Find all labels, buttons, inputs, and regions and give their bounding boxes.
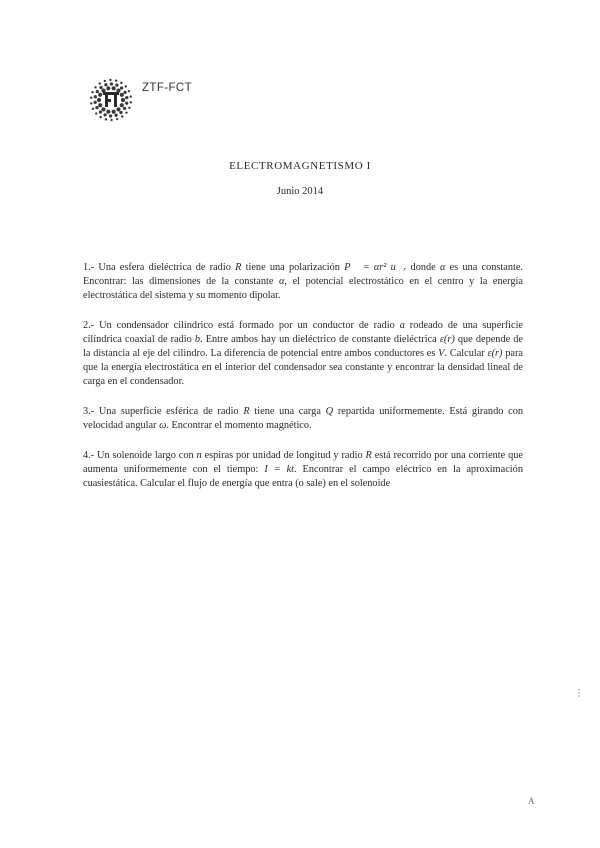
exam-date: Junio 2014 [276,186,324,197]
logo-text: ZTF-FCT [142,82,193,94]
ztf-fct-logo [86,70,192,132]
university-emblem-icon [86,70,136,132]
problem-1: 1.- Una esfera dieléctrica de radio R tiene una polarización P⃗ = αr² u⃗ᵣ donde α es una constante. Encontrar: las dimensiones de la constante α, el potencial electrostático en el centro y la energía electrostática del sistema y su momento dipolar. [83,262,523,301]
problem-list [83,261,523,507]
problem-4: 4.- Un solenoide largo con n espiras por unidad de longitud y radio R está recorrido por una corriente que aumenta uniformemente con el tiempo: I = kt. Encontrar el campo eléctrico en la aproximación cuasiestática. Calcular el flujo de energía que entra (o sale) en el solenoide [83,450,523,489]
margin-dots [577,688,581,698]
margin-mark: A [528,796,535,806]
problem-3: 3.- Una superficie esférica de radio R tiene una carga Q repartida uniformemente. Está girando con velocidad angular ω. Encontrar el momento magnético. [83,406,523,431]
problem-2: 2.- Un condensador cilíndrico está formado por un conductor de radio a rodeado de una superficie cilíndrica coaxial de radio b. Entre ambos hay un dieléctrico de constante dieléctrica ε(r) que depende de la distancia al eje del cilindro. La diferencia de potencial entre ambos conductores es V. Calcular ε(r) para que la energía electrostática en el interior del condensador sea constante y encontrar la densidad lineal de carga en el condensador. [83,320,524,387]
exam-title: ELECTROMAGNETISMO I [229,160,371,172]
